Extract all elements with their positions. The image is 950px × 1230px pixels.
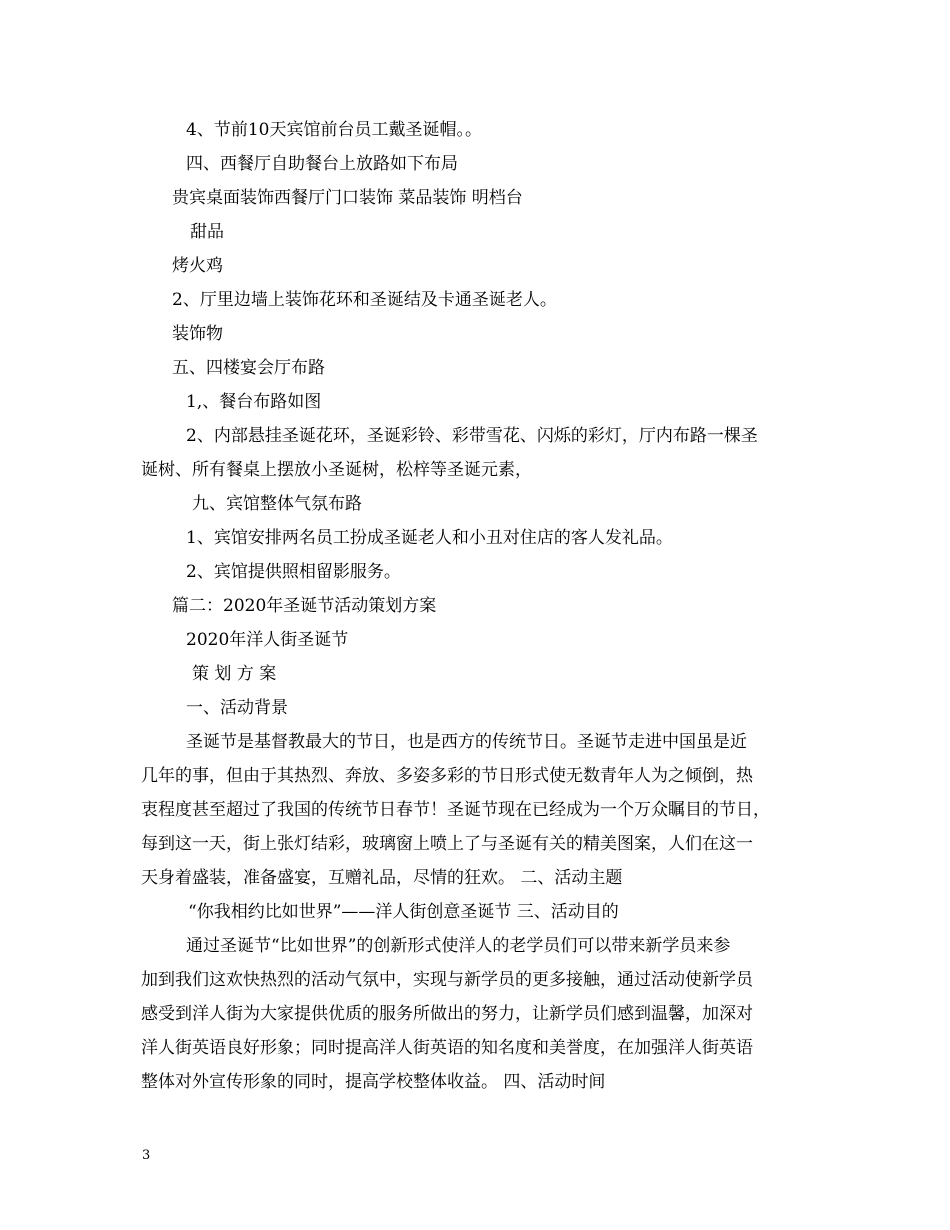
text-line: 贵宾桌面装饰西餐厅门口装饰 菜品装饰 明档台 — [172, 188, 523, 208]
text-line: 2、厅里边墙上装饰花环和圣诞结及卡通圣诞老人。 — [172, 290, 557, 310]
text-line: 诞树、所有餐桌上摆放小圣诞树，松梓等圣诞元素， — [141, 460, 532, 480]
text-line: 2020年洋人街圣诞节 — [186, 630, 349, 650]
paragraph-line: 衷程度甚至超过了我国的传统节日春节！圣诞节现在已经成为一个万众瞩目的节日， — [141, 800, 770, 820]
paragraph-line: 几年的事，但由于其热烈、奔放、多姿多彩的节日形式使无数青年人为之倾倒，热 — [141, 766, 753, 786]
section-heading: 一、活动背景 — [186, 698, 288, 718]
section-heading: 五、四楼宴会厅布路 — [172, 358, 325, 378]
paragraph-line: “你我相约比如世界”——洋人街创意圣诞节 三、活动目的 — [188, 902, 619, 922]
paragraph-line: 通过圣诞节“比如世界”的创新形式使洋人的老学员们可以带来新学员来参 — [186, 936, 731, 956]
paragraph-line: 整体对外宣传形象的同时，提高学校整体收益。 四、活动时间 — [141, 1072, 606, 1092]
text-line: 1,、餐台布路如图 — [186, 392, 322, 412]
page-number: 3 — [142, 1148, 151, 1163]
article-title: 篇二：2020年圣诞节活动策划方案 — [172, 596, 437, 616]
text-line: 1、宾馆安排两名员工扮成圣诞老人和小丑对住店的客人发礼品。 — [186, 528, 673, 548]
paragraph-line: 洋人街英语良好形象；同时提高洋人街英语的知名度和美誉度，在加强洋人街英语 — [141, 1038, 753, 1058]
paragraph-line: 圣诞节是基督教最大的节日，也是西方的传统节日。圣诞节走进中国虽是近 — [186, 732, 747, 752]
text-line: 2、宾馆提供照相留影服务。 — [186, 562, 401, 582]
paragraph-line: 天身着盛装，准备盛宴，互赠礼品，尽情的狂欢。 二、活动主题 — [141, 868, 623, 888]
paragraph-line: 每到这一天，街上张灯结彩，玻璃窗上喷上了与圣诞有关的精美图案，人们在这一 — [141, 834, 753, 854]
section-heading: 四、西餐厅自助餐台上放路如下布局 — [186, 154, 458, 174]
text-line: 甜品 — [190, 222, 224, 242]
paragraph-line: 感受到洋人街为大家提供优质的服务所做出的努力，让新学员们感到温馨，加深对 — [141, 1004, 753, 1024]
paragraph-line: 加到我们这欢快热烈的活动气氛中，实现与新学员的更多接触，通过活动使新学员 — [141, 970, 753, 990]
text-line: 烤火鸡 — [172, 256, 223, 276]
text-line: 策 划 方 案 — [192, 664, 277, 684]
text-line: 2、内部悬挂圣诞花环，圣诞彩铃、彩带雪花、闪烁的彩灯，厅内布路一棵圣 — [186, 426, 758, 446]
text-line: 4、节前10天宾馆前台员工戴圣诞帽。。 — [186, 120, 482, 140]
text-line: 装饰物 — [172, 324, 223, 344]
section-heading: 九、宾馆整体气氛布路 — [192, 494, 362, 514]
